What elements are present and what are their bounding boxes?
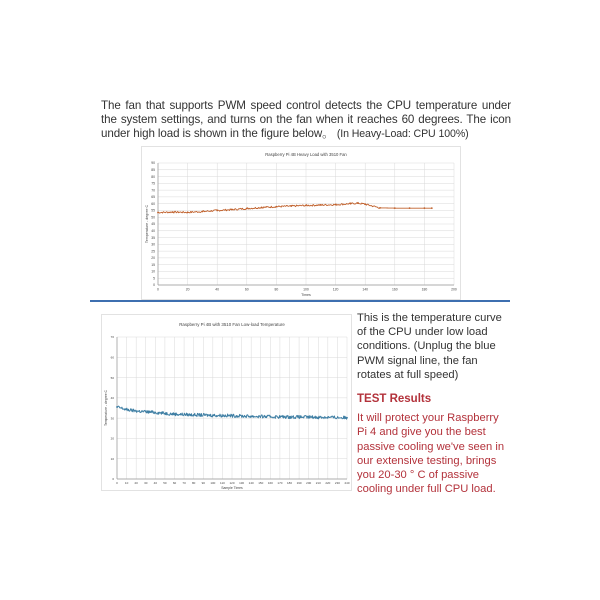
heavy-chart-data-point	[394, 207, 396, 209]
low-chart-ytick-label: 50	[110, 375, 114, 380]
low-chart-data-point	[126, 409, 128, 411]
heavy-chart-data-point	[246, 208, 248, 210]
low-chart-data-point	[193, 414, 195, 416]
heavy-chart-ytick-label: 90	[151, 161, 155, 166]
heavy-chart-ytick-label: 60	[151, 201, 155, 206]
low-chart-ytick-label: 70	[110, 335, 114, 340]
heavy-chart-data-point	[261, 207, 263, 209]
heavy-chart-ytick-label: 55	[151, 208, 155, 213]
heavy-chart-data-point	[357, 202, 359, 204]
low-chart-xtick-label: 80	[191, 481, 196, 485]
low-chart-xtick-label: 100	[210, 481, 216, 485]
low-chart-data-point	[308, 416, 310, 418]
heavy-chart-xtick-label: 180	[421, 287, 428, 292]
heavy-chart-data-point	[350, 203, 352, 205]
low-chart-xtick-label: 210	[315, 481, 321, 485]
low-chart-xtick-label: 20	[134, 481, 138, 485]
heavy-chart-ytick-label: 35	[151, 235, 155, 240]
heavy-load-chart-svg	[142, 147, 460, 299]
low-chart-xtick-label: 240	[344, 481, 350, 485]
test-results-heading: TEST Results	[357, 393, 432, 406]
heavy-chart-xtick-label: 160	[391, 287, 398, 292]
low-chart-xtick-label: 0	[116, 481, 118, 485]
low-chart-xtick-label: 200	[306, 481, 312, 485]
low-chart-ytick-label: 10	[110, 456, 114, 461]
low-load-chart	[101, 314, 352, 491]
low-chart-xtick-label: 60	[172, 481, 177, 485]
heavy-chart-data-point	[364, 203, 366, 205]
heavy-chart-data-point	[320, 204, 322, 206]
heavy-load-chart	[141, 146, 461, 300]
heavy-chart-data-point	[290, 205, 292, 207]
intro-text: The fan that supports PWM speed control detects the CPU temperature under the system settings, and turns on the fan when it reaches 60 degrees. The icon under high load is shown in the figure below。	[101, 99, 511, 140]
low-chart-title: Raspberry Pi 4B with 3510 Fan Low-load Temperature	[179, 322, 285, 327]
heavy-chart-data-point	[409, 207, 411, 209]
heavy-chart-xtick-label: 100	[303, 287, 309, 292]
low-chart-data-point	[212, 414, 214, 416]
low-chart-xtick-label: 190	[296, 481, 302, 485]
heavy-chart-xtick-label: 80	[274, 287, 279, 292]
low-chart-xtick-label: 180	[286, 481, 293, 485]
low-chart-ytick-label: 40	[110, 396, 114, 401]
heavy-chart-data-point	[431, 207, 433, 209]
heavy-chart-xtick-label: 20	[185, 287, 190, 292]
heavy-chart-ytick-label: 85	[151, 167, 155, 172]
low-chart-xtick-label: 220	[325, 481, 331, 485]
heavy-chart-ytick-label: 70	[151, 188, 155, 193]
heavy-chart-data-point	[187, 211, 189, 213]
heavy-chart-ytick-label: 80	[151, 174, 155, 179]
heavy-chart-title: Raspberry Pi 4B Heavy Load with 3510 Fan	[265, 152, 347, 157]
low-chart-ytick-label: 0	[112, 477, 114, 482]
low-chart-xtick-label: 70	[182, 481, 186, 485]
low-chart-data-point	[346, 417, 348, 419]
low-chart-data-point	[289, 416, 291, 418]
low-chart-xtick-label: 50	[163, 481, 167, 485]
heavy-chart-data-point	[335, 204, 337, 206]
heavy-chart-data-point	[216, 210, 218, 212]
low-chart-xtick-label: 10	[124, 481, 129, 485]
heavy-chart-data-point	[157, 212, 159, 214]
heavy-chart-ytick-label: 25	[151, 249, 155, 254]
intro-note: (In Heavy-Load: CPU 100%)	[336, 128, 469, 140]
heavy-chart-data-point	[305, 205, 307, 207]
low-chart-xtick-label: 140	[248, 481, 254, 485]
section-divider	[90, 300, 510, 302]
heavy-chart-xtick-label: 40	[215, 287, 220, 292]
low-load-description: This is the temperature curve of the CPU under low load conditions. (Unplug the blue PWM signal line, the fan rotates at full speed)	[357, 312, 502, 381]
low-chart-xlabel: Sample Times	[221, 486, 243, 490]
heavy-chart-data-point	[276, 206, 278, 208]
heavy-chart-data-point	[172, 211, 174, 213]
low-chart-data-point	[250, 415, 252, 417]
heavy-chart-data-point	[379, 207, 381, 209]
low-chart-ytick-label: 60	[110, 355, 114, 360]
low-chart-ylabel: Temperature - degree C	[104, 390, 108, 426]
heavy-chart-data-point	[231, 209, 233, 211]
low-chart-xtick-label: 90	[201, 481, 205, 485]
heavy-chart-ytick-label: 0	[153, 283, 155, 288]
heavy-chart-xtick-label: 60	[244, 287, 249, 292]
heavy-chart-xtick-label: 120	[332, 287, 339, 292]
low-chart-data-point	[327, 416, 329, 418]
low-chart-data-point	[269, 416, 271, 418]
low-chart-xtick-label: 110	[220, 481, 225, 485]
heavy-chart-series-line	[158, 202, 432, 213]
heavy-chart-xtick-label: 200	[451, 287, 457, 292]
low-chart-data-point	[174, 413, 176, 415]
heavy-chart-ytick-label: 15	[151, 262, 155, 267]
heavy-chart-ylabel: Temperature - degree C	[145, 204, 149, 244]
test-results-text: It will protect your Raspberry Pi 4 and give you the best passive cooling we've seen in our extensive testing, brings you 20-30 ° C of passive cooling under full CPU load.	[357, 412, 505, 496]
low-load-chart-svg	[102, 315, 351, 490]
low-chart-data-point	[135, 410, 137, 412]
low-chart-xtick-label: 230	[334, 481, 340, 485]
low-chart-xtick-label: 130	[239, 481, 245, 485]
heavy-chart-xtick-label: 0	[157, 287, 159, 292]
heavy-chart-xtick-label: 140	[362, 287, 369, 292]
heavy-chart-ytick-label: 65	[151, 195, 155, 200]
low-chart-data-point	[154, 412, 156, 414]
heavy-chart-ytick-label: 20	[151, 256, 155, 261]
heavy-chart-ytick-label: 5	[153, 276, 155, 281]
low-chart-xtick-label: 160	[267, 481, 273, 485]
heavy-chart-data-point	[424, 207, 426, 209]
low-chart-data-point	[231, 415, 233, 417]
low-chart-data-point	[116, 406, 118, 408]
heavy-chart-ytick-label: 45	[151, 222, 155, 227]
low-chart-xtick-label: 150	[258, 481, 264, 485]
heavy-chart-ytick-label: 10	[151, 269, 155, 274]
heavy-chart-ytick-label: 30	[151, 242, 155, 247]
low-chart-xtick-label: 30	[144, 481, 148, 485]
low-chart-xtick-label: 170	[277, 481, 283, 485]
heavy-chart-ytick-label: 50	[151, 215, 155, 220]
heavy-chart-xlabel: Times	[301, 292, 311, 297]
low-chart-xtick-label: 40	[153, 481, 158, 485]
low-chart-ytick-label: 20	[110, 436, 114, 441]
low-chart-xtick-label: 120	[229, 481, 235, 485]
side-panel	[357, 311, 507, 496]
heavy-chart-ytick-label: 40	[151, 228, 155, 233]
heavy-chart-data-point	[202, 211, 204, 213]
low-chart-ytick-label: 30	[110, 416, 114, 421]
heavy-chart-ytick-label: 75	[151, 181, 155, 186]
intro-paragraph	[101, 99, 511, 141]
